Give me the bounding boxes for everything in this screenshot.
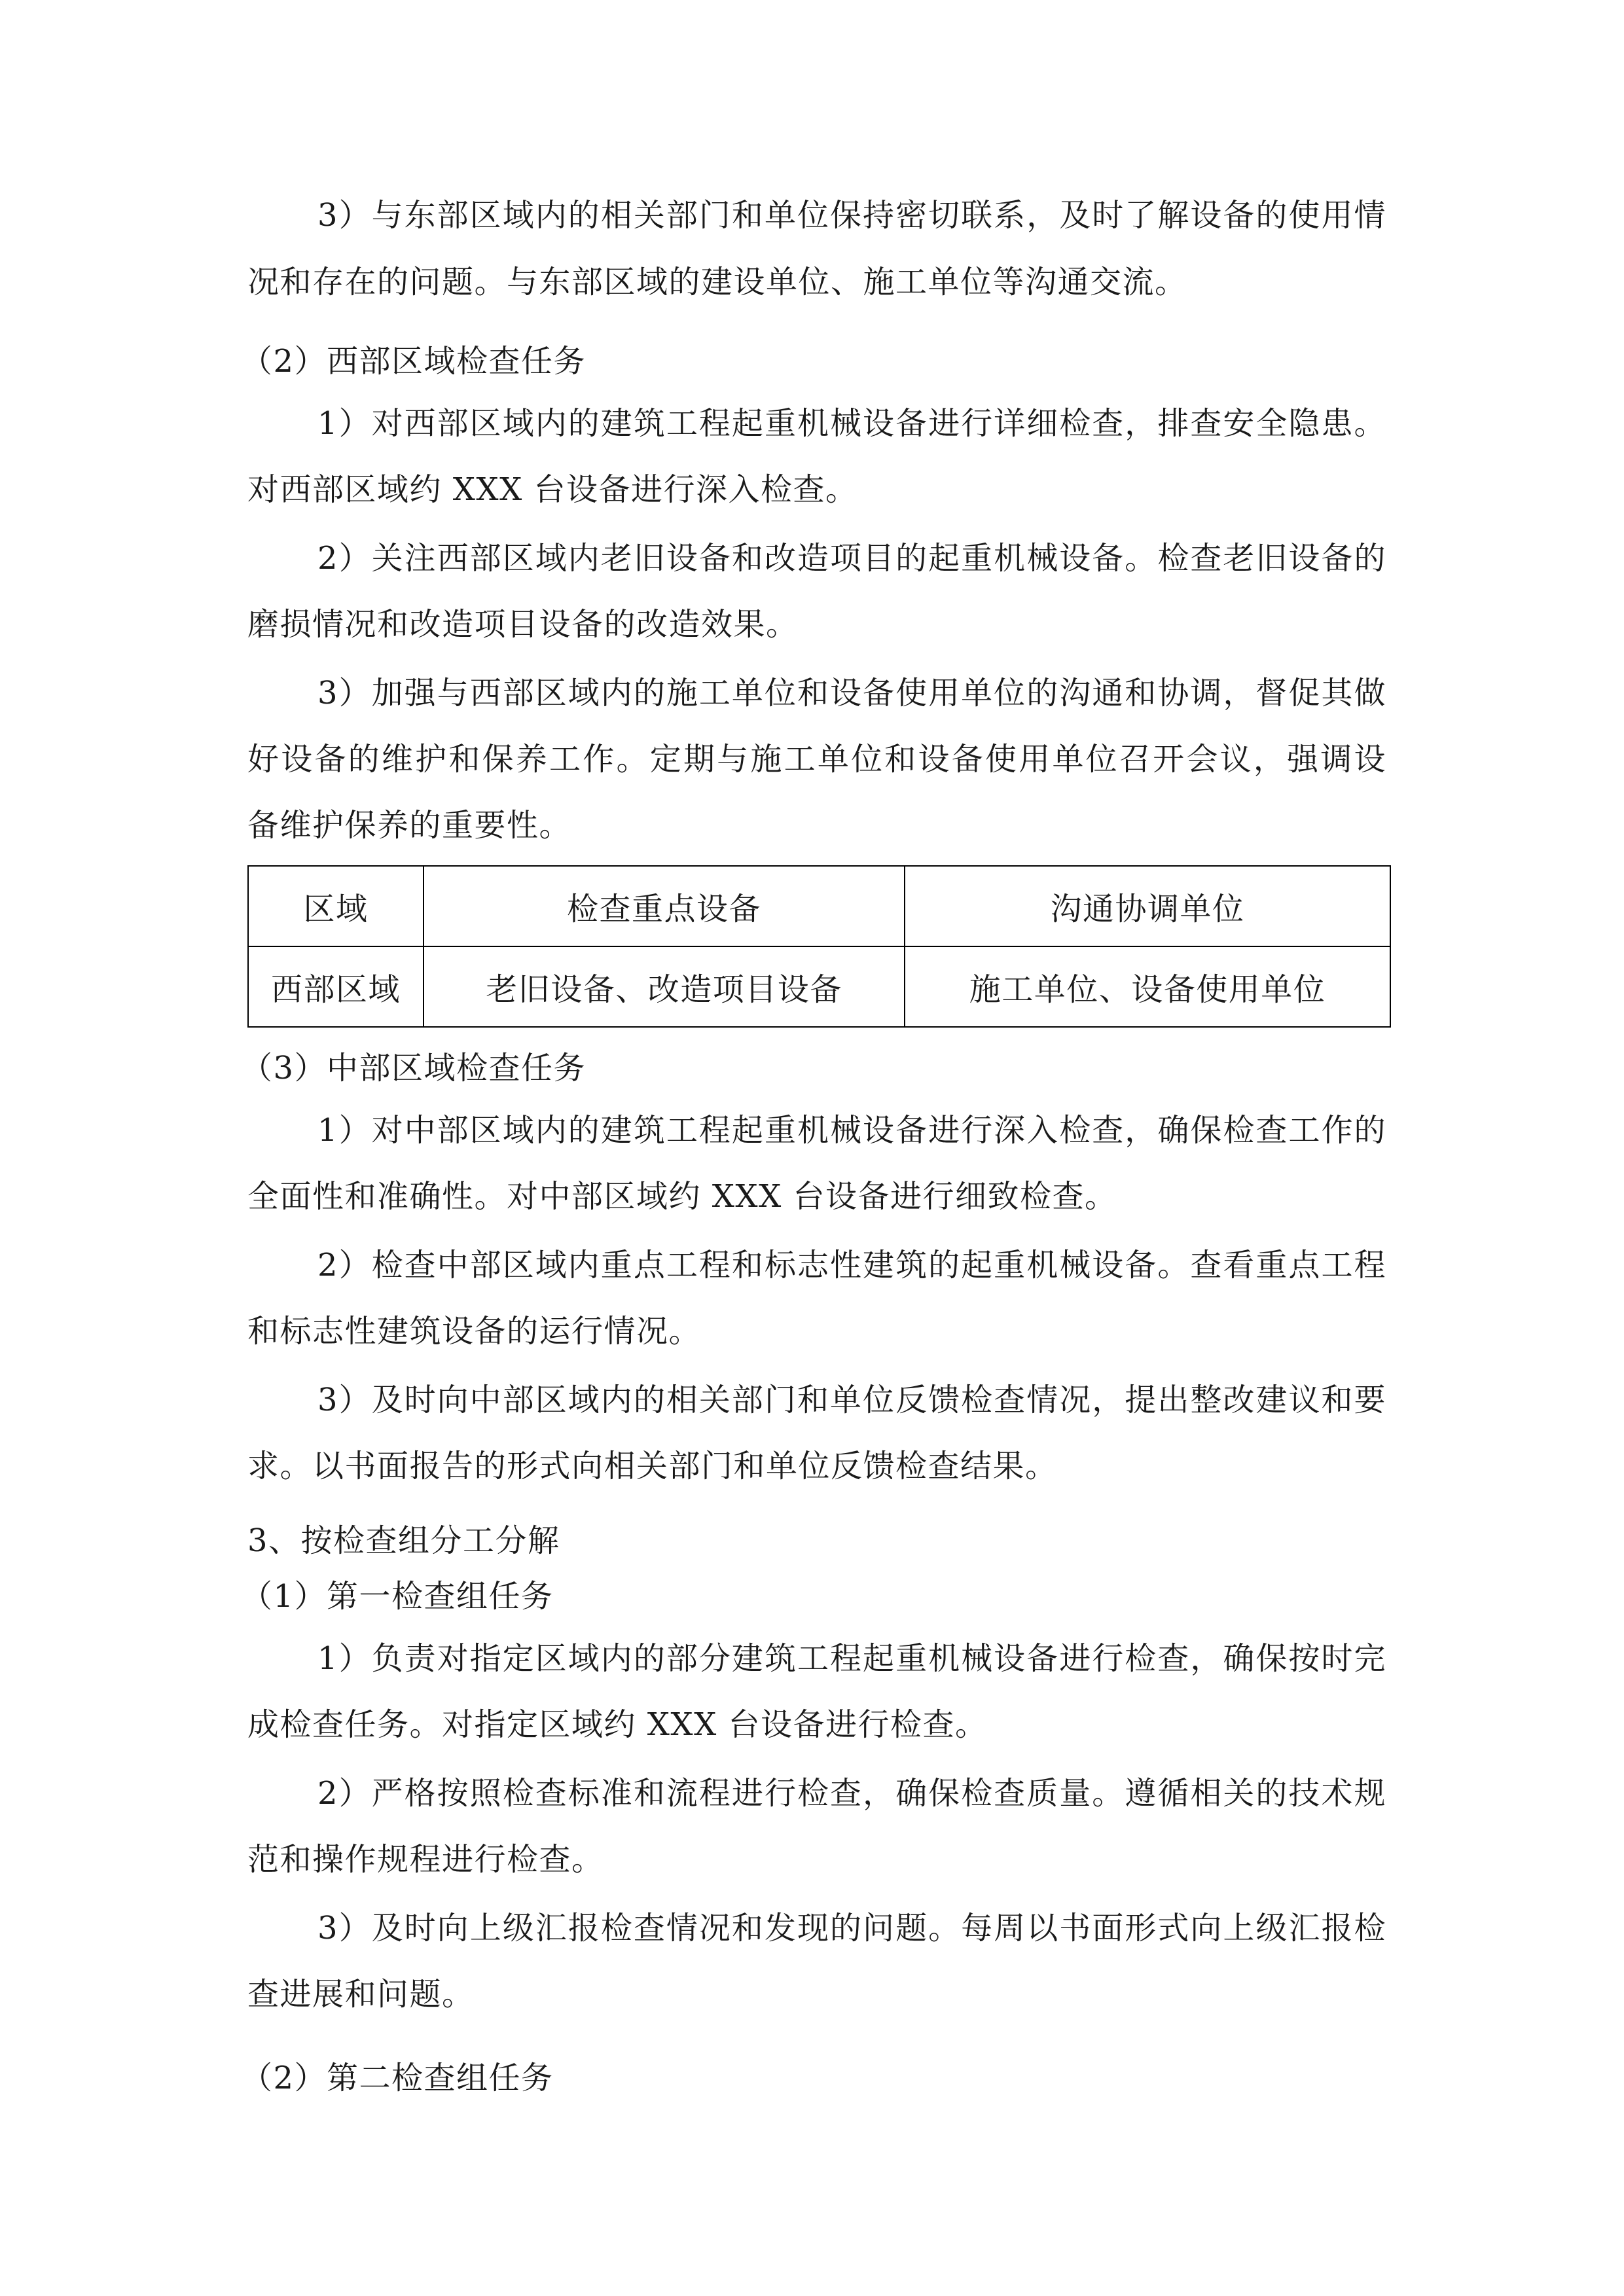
section-heading: （2）第二检查组任务 [241,2060,554,2096]
paragraph-line: 全面性和准确性。对中部区域约 XXX 台设备进行细致检查。 [247,1178,1117,1215]
paragraph-line: 范和操作规程进行检查。 [247,1841,604,1878]
table-cell: 施工单位、设备使用单位 [905,946,1390,1027]
section-heading: 3、按检查组分工分解 [247,1522,560,1559]
paragraph-line: 查进展和问题。 [247,1976,475,2013]
paragraph-line: 2）严格按照检查标准和流程进行检查，确保检查质量。遵循相关的技术规 [317,1775,1386,1812]
paragraph-line: 求。以书面报告的形式向相关部门和单位反馈检查结果。 [247,1448,1058,1484]
paragraph-line: 2）检查中部区域内重点工程和标志性建筑的起重机械设备。查看重点工程 [317,1247,1386,1283]
paragraph-line: 对西部区域约 XXX 台设备进行深入检查。 [247,471,858,508]
table-header-row [248,866,1390,946]
paragraph-line: 况和存在的问题。与东部区域的建设单位、施工单位等沟通交流。 [247,264,1187,300]
paragraph-line: 3）与东部区域内的相关部门和单位保持密切联系，及时了解设备的使用情 [317,197,1386,234]
section-heading: （1）第一检查组任务 [241,1578,554,1615]
paragraph-line: 磨损情况和改造项目设备的改造效果。 [247,606,799,643]
paragraph-line: 3）及时向上级汇报检查情况和发现的问题。每周以书面形式向上级汇报检 [317,1910,1386,1946]
section-heading: （2）西部区域检查任务 [241,343,586,380]
paragraph-line: 和标志性建筑设备的运行情况。 [247,1313,702,1350]
paragraph-line: 3）及时向中部区域内的相关部门和单位反馈检查情况，提出整改建议和要 [317,1382,1386,1418]
paragraph-line: 2）关注西部区域内老旧设备和改造项目的起重机械设备。检查老旧设备的 [317,540,1386,577]
paragraph-line: 3）加强与西部区域内的施工单位和设备使用单位的沟通和协调，督促其做 [317,675,1386,711]
table-header-cell: 区域 [248,866,424,946]
paragraph-line: 1）对西部区域内的建筑工程起重机械设备进行详细检查，排查安全隐患。 [317,405,1386,442]
table-cell: 西部区域 [248,946,424,1027]
paragraph-line: 好设备的维护和保养工作。定期与施工单位和设备使用单位召开会议，强调设 [247,741,1386,778]
paragraph-line: 1）负责对指定区域内的部分建筑工程起重机械设备进行检查，确保按时完 [317,1640,1386,1677]
paragraph-line: 成检查任务。对指定区域约 XXX 台设备进行检查。 [247,1706,988,1743]
table-header-cell: 检查重点设备 [424,866,905,946]
table-row [248,946,1390,1027]
paragraph-line: 1）对中部区域内的建筑工程起重机械设备进行深入检查，确保检查工作的 [317,1112,1386,1149]
table-cell: 老旧设备、改造项目设备 [424,946,905,1027]
table-header-cell: 沟通协调单位 [905,866,1390,946]
paragraph-line: 备维护保养的重要性。 [247,807,572,844]
inspection-table [247,865,1391,1028]
section-heading: （3）中部区域检查任务 [241,1050,586,1086]
